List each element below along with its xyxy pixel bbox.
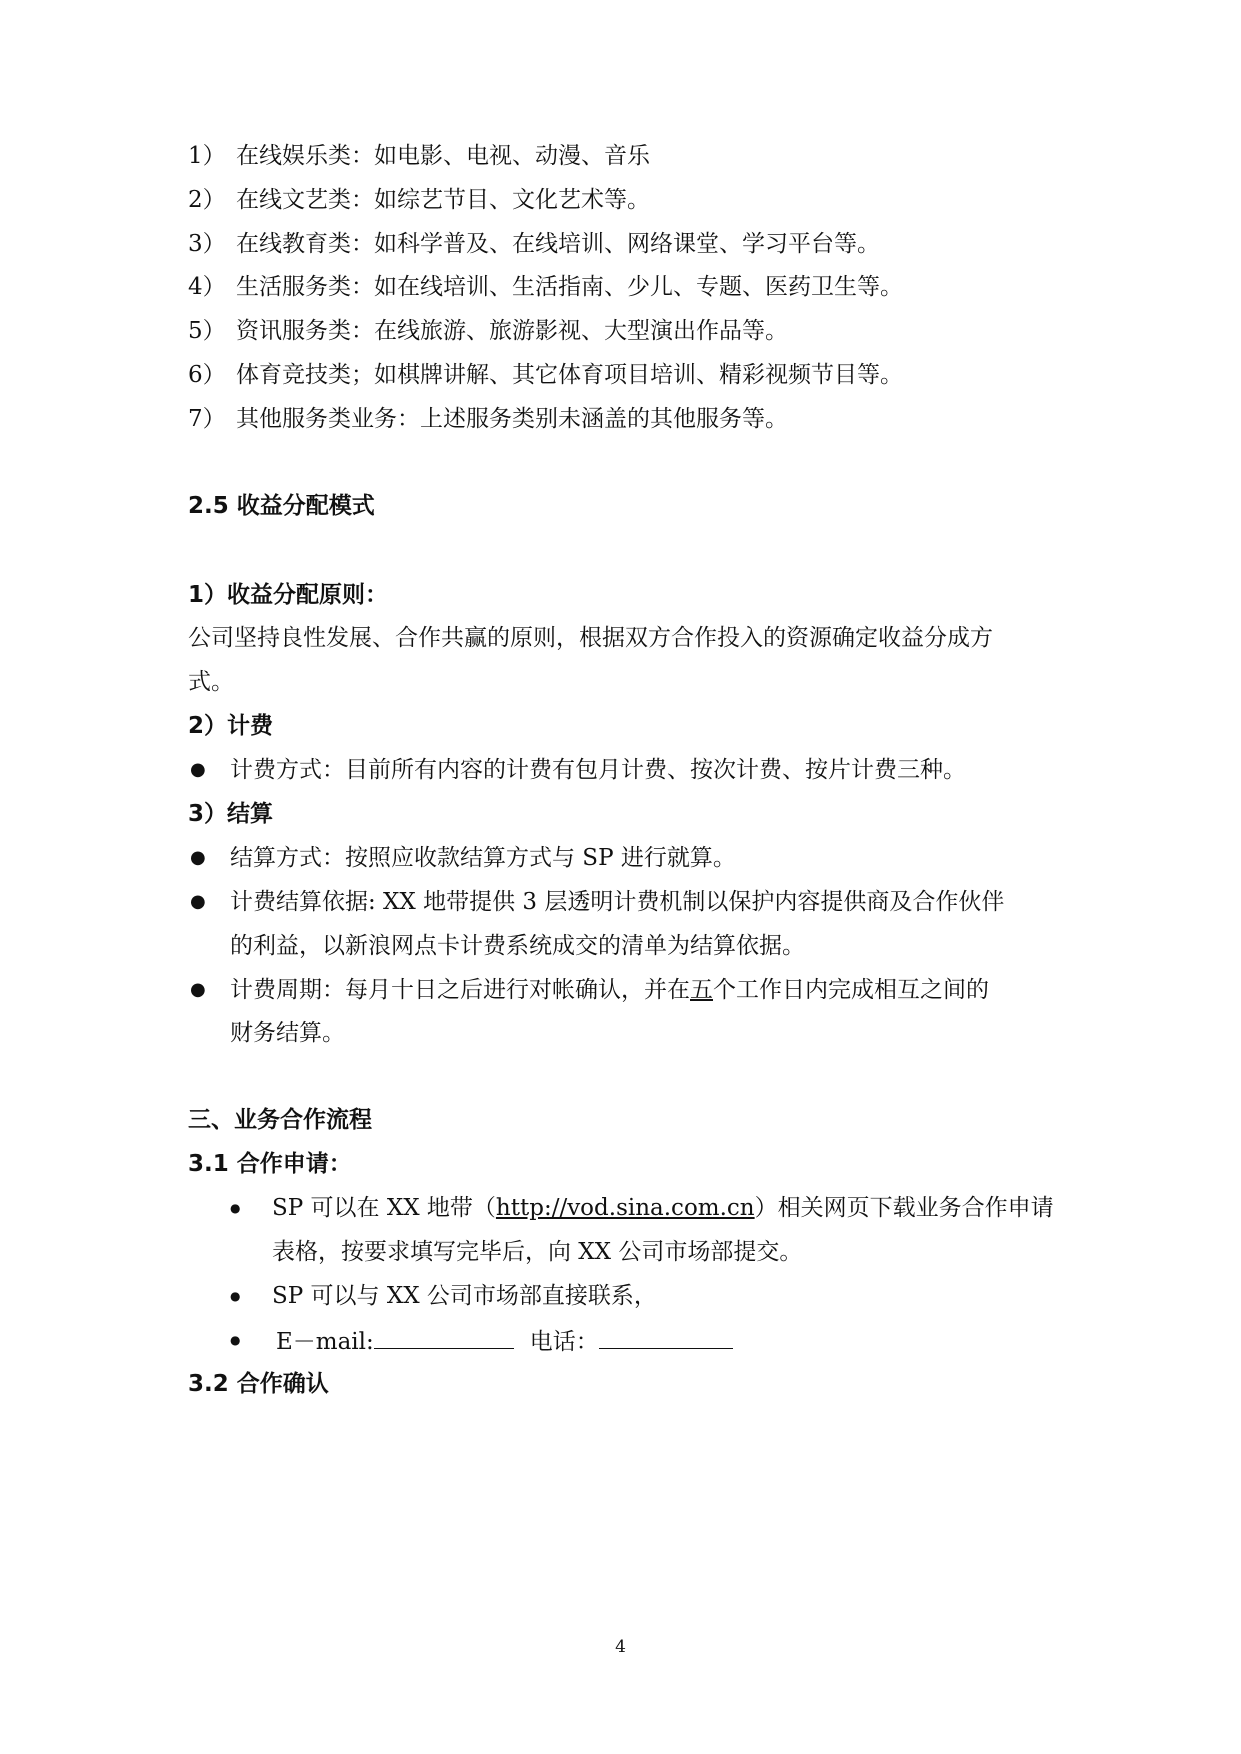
bullet-text (230, 970, 989, 1010)
bullet-icon: ● (190, 847, 206, 868)
bullet-icon: ● (190, 759, 206, 780)
bullet-text (276, 1320, 733, 1362)
phone-blank[interactable] (599, 1320, 733, 1349)
subheading-text: 3.1 合作申请： (188, 1151, 352, 1177)
bullet-text-part: SP 可以在 XX 地带（ (272, 1195, 496, 1221)
page-number: 4 (615, 1637, 626, 1657)
paragraph-text: 公司坚持良性发展、合作共赢的原则，根据双方合作投入的资源确定收益分成方 (188, 625, 993, 651)
bullet-text: 结算方式：按照应收款结算方式与 SP 进行就算。 (230, 845, 736, 871)
bullet-continuation: 财务结算。 (230, 1020, 345, 1046)
section-title: 三、业务合作流程 (188, 1107, 372, 1133)
bullet-text: SP 可以与 XX 公司市场部直接联系， (272, 1283, 657, 1309)
email-label: E－mail: (276, 1329, 374, 1355)
list-text: 资讯服务类：在线旅游、旅游影视、大型演出作品等。 (236, 318, 788, 344)
bullet-text (272, 1188, 1054, 1228)
list-text: 在线娱乐类：如电影、电视、动漫、音乐 (236, 143, 650, 169)
list-number: 6） (188, 362, 226, 388)
bullet-icon: ● (190, 979, 206, 1000)
subheading-text: 2）计费 (188, 713, 274, 739)
subheading-text: 1）收益分配原则： (188, 582, 389, 608)
bullet-text-part: 个工作日内完成相互之间的 (713, 977, 989, 1003)
subheading-text: 3.2 合作确认 (188, 1371, 329, 1397)
list-number: 5） (188, 318, 226, 344)
link[interactable]: http://vod.sina.com.cn (495, 1195, 755, 1221)
list-number: 3） (188, 231, 226, 257)
underlined-text: 五 (690, 977, 713, 1003)
bullet-continuation: 表格，按要求填写完毕后，向 XX 公司市场部提交。 (272, 1239, 803, 1265)
section-title: 2.5 收益分配模式 (188, 493, 375, 519)
bullet-text-part: ）相关网页下载业务合作申请 (754, 1195, 1054, 1221)
list-text: 在线文艺类：如综艺节目、文化艺术等。 (236, 187, 650, 213)
bullet-icon: ● (230, 1333, 241, 1347)
list-number: 2） (188, 187, 226, 213)
list-number: 7） (188, 406, 226, 432)
list-text: 生活服务类：如在线培训、生活指南、少儿、专题、医药卫生等。 (236, 274, 903, 300)
bullet-icon: ● (230, 1201, 241, 1215)
list-text: 体育竞技类；如棋牌讲解、其它体育项目培训、精彩视频节目等。 (236, 362, 903, 388)
bullet-icon: ● (190, 891, 206, 912)
bullet-continuation: 的利益，以新浪网点卡计费系统成交的清单为结算依据。 (230, 933, 805, 959)
list-number: 1） (188, 143, 226, 169)
email-blank[interactable] (374, 1320, 514, 1349)
list-text: 其他服务类业务：上述服务类别未涵盖的其他服务等。 (236, 406, 788, 432)
bullet-text: 计费结算依据: XX 地带提供 3 层透明计费机制以保护内容提供商及合作伙伴 (230, 889, 1005, 915)
bullet-text-part: 计费周期：每月十日之后进行对帐确认，并在 (230, 977, 690, 1003)
paragraph-text: 式。 (188, 669, 234, 695)
phone-label: 电话： (529, 1329, 599, 1355)
bullet-icon: ● (230, 1289, 241, 1303)
bullet-text: 计费方式：目前所有内容的计费有包月计费、按次计费、按片计费三种。 (230, 757, 966, 783)
subheading-text: 3）结算 (188, 801, 274, 827)
list-number: 4） (188, 274, 226, 300)
list-text: 在线教育类：如科学普及、在线培训、网络课堂、学习平台等。 (236, 231, 880, 257)
